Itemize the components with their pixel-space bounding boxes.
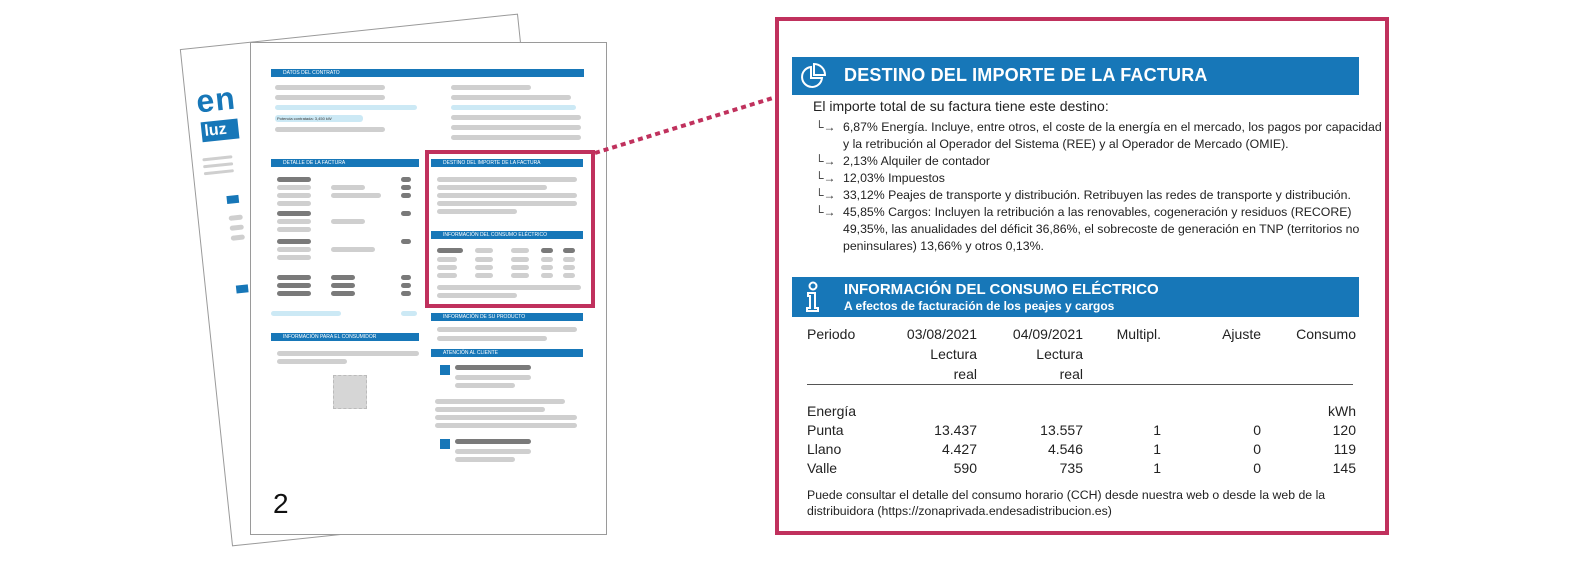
placeholder-line — [271, 311, 341, 316]
placeholder-line — [401, 275, 411, 280]
placeholder-line — [231, 234, 245, 240]
table-header-row — [807, 344, 1357, 363]
table-divider — [807, 384, 1353, 385]
placeholder-line — [451, 85, 531, 90]
table-header-row — [807, 364, 1357, 383]
placeholder-line — [277, 275, 311, 280]
placeholder-line — [230, 224, 244, 230]
placeholder-line — [277, 351, 419, 356]
cell-multipl: 1 — [1153, 441, 1161, 457]
placeholder-line — [277, 283, 311, 288]
unit-label: kWh — [1328, 403, 1356, 419]
cell-ajuste: 0 — [1253, 441, 1261, 457]
destino-header — [792, 57, 1359, 95]
table-row — [807, 441, 1357, 460]
col-date1-sub: real — [953, 366, 977, 382]
destino-title: DESTINO DEL IMPORTE DE LA FACTURA — [844, 65, 1208, 85]
cell-ajuste: 0 — [1253, 460, 1261, 476]
placeholder-line — [275, 85, 385, 90]
destino-header-thumb: DESTINO DEL IMPORTE DE LA FACTURA — [431, 159, 583, 167]
placeholder-line — [401, 193, 411, 198]
consumo-footnote: Puede consultar el detalle del consumo horario (CCH) desde nuestra web o desde la web de la distribuidora (https://zonaprivada.endesadistribucion.es) — [807, 488, 1326, 518]
consumo-subtitle: A efectos de facturación de los peajes y cargos — [844, 299, 1115, 313]
consumo-header — [792, 277, 1359, 317]
cell-multipl: 1 — [1153, 422, 1161, 438]
col-date1: 03/08/2021 — [906, 326, 977, 342]
placeholder-line — [455, 375, 531, 380]
placeholder-line — [455, 439, 531, 444]
col-periodo: Periodo — [807, 326, 856, 342]
placeholder-line — [435, 407, 545, 412]
page-number: 2 — [273, 488, 289, 519]
placeholder-line — [435, 415, 577, 420]
cell-lectura2: 4.546 — [1047, 441, 1083, 457]
placeholder-line — [331, 219, 365, 224]
placeholder-line — [451, 135, 581, 140]
placeholder-line — [277, 239, 311, 244]
cell-consumo: 145 — [1332, 460, 1356, 476]
list-item: └→ 2,13% Alquiler de contador — [815, 154, 990, 168]
placeholder-line — [277, 193, 311, 198]
placeholder-line — [331, 193, 381, 198]
list-item: └→ 45,85% Cargos: Incluyen la retribución a las renovables, cogeneración y residuos (RECORE) 49,35%, las anualidades del déficit 36,86%, el sobrecoste de generación en TNP (territorios no peninsulares) 13,66% y otros 0,13%. — [815, 205, 1360, 253]
group-label: Energía — [807, 403, 857, 419]
placeholder-line — [401, 185, 411, 190]
placeholder-line — [401, 291, 411, 296]
placeholder-line — [451, 115, 581, 120]
placeholder-line — [451, 95, 571, 100]
info-icon — [792, 277, 834, 317]
placeholder-line — [455, 457, 515, 462]
atencion-header: ATENCIÓN AL CLIENTE — [431, 349, 583, 357]
destino-list — [815, 119, 1390, 255]
zoom-panel — [775, 17, 1389, 535]
placeholder-line — [277, 201, 311, 206]
col-date2-sub: Lectura — [1036, 346, 1083, 362]
brand-logo-fragment: luz — [201, 119, 240, 143]
list-item: └→ 33,12% Peajes de transporte y distribución. Retribuyen las redes de transporte y distribución. — [815, 188, 1351, 202]
section-header-fragment — [226, 195, 239, 204]
placeholder-line — [203, 162, 233, 168]
cell-multipl: 1 — [1153, 460, 1161, 476]
placeholder-line — [331, 185, 365, 190]
cell-lectura2: 13.557 — [1040, 422, 1083, 438]
placeholder-line — [277, 219, 311, 224]
placeholder-line — [401, 283, 411, 288]
consumo-header-thumb: INFORMACIÓN DEL CONSUMO ELÉCTRICO — [431, 231, 583, 239]
placeholder-line — [401, 177, 411, 182]
cell-lectura1: 590 — [953, 460, 977, 476]
cell-consumo: 119 — [1333, 441, 1356, 457]
arrow-icon: └→ — [815, 171, 836, 185]
table-group-row — [807, 403, 1357, 422]
arrow-icon: └→ — [815, 120, 836, 134]
detalle-header: DETALLE DE LA FACTURA — [271, 159, 419, 167]
placeholder-line — [277, 227, 311, 232]
placeholder-line — [401, 311, 417, 316]
cell-lectura2: 735 — [1059, 460, 1083, 476]
contact-icon — [440, 439, 450, 449]
col-ajuste: Ajuste — [1222, 326, 1261, 342]
contact-icon — [440, 365, 450, 375]
connector-dotted-line — [593, 95, 778, 155]
placeholder-line — [455, 365, 531, 370]
consumidor-header: INFORMACIÓN PARA EL CONSUMIDOR — [271, 333, 419, 341]
placeholder-line — [277, 211, 311, 216]
qr-code-icon — [333, 375, 367, 409]
cell-periodo: Llano — [807, 441, 842, 457]
consumo-title: INFORMACIÓN DEL CONSUMO ELÉCTRICO — [844, 281, 1159, 298]
arrow-icon: └→ — [815, 154, 836, 168]
placeholder-line — [277, 359, 347, 364]
list-item: └→ 12,03% Impuestos — [815, 171, 945, 185]
placeholder-line — [331, 247, 375, 252]
pie-chart-icon — [792, 57, 834, 95]
list-item: └→ 6,87% Energía. Incluye, entre otros, el coste de la energía en el mercado, los pagos por capacidad y la retribución al Operador del Sistema (REE) y al Operador de Mercado (OMIE). — [815, 120, 1382, 151]
section-header-fragment — [236, 284, 249, 293]
placeholder-line — [277, 291, 311, 296]
placeholder-line — [437, 327, 577, 332]
placeholder-line — [401, 211, 411, 216]
placeholder-line — [451, 105, 576, 110]
placeholder-line — [435, 423, 577, 428]
contrato-header: DATOS DEL CONTRATO — [271, 69, 584, 77]
destino-intro: El importe total de su factura tiene este destino: — [813, 98, 1109, 114]
placeholder-line — [277, 255, 311, 260]
placeholder-line — [455, 449, 531, 454]
cell-lectura1: 4.427 — [941, 441, 977, 457]
arrow-icon: └→ — [815, 205, 836, 219]
placeholder-line — [331, 291, 355, 296]
placeholder-line — [451, 125, 581, 130]
arrow-icon: └→ — [815, 188, 836, 202]
placeholder-line — [275, 127, 385, 132]
highlight-frame — [425, 150, 595, 308]
placeholder-line — [229, 214, 243, 220]
cell-ajuste: 0 — [1253, 422, 1261, 438]
col-date2-sub: real — [1059, 366, 1083, 382]
col-multipl: Multipl. — [1116, 326, 1161, 342]
table-row — [807, 460, 1357, 479]
placeholder-line — [435, 399, 565, 404]
placeholder-line — [275, 105, 417, 110]
placeholder-line — [401, 239, 411, 244]
table-header-row — [807, 324, 1357, 343]
col-date1-sub: Lectura — [930, 346, 977, 362]
logo-fragment: en — [194, 79, 238, 120]
placeholder-line — [437, 336, 547, 341]
placeholder-line — [277, 247, 311, 252]
cell-periodo: Punta — [807, 422, 844, 438]
potencia-label: Potencia contratada: 3,450 kW — [277, 116, 332, 121]
col-consumo: Consumo — [1296, 326, 1356, 342]
cell-consumo: 120 — [1332, 422, 1356, 438]
placeholder-line — [455, 383, 515, 388]
placeholder-line — [275, 95, 385, 100]
producto-header: INFORMACIÓN DE SU PRODUCTO — [431, 313, 583, 321]
cell-lectura1: 13.437 — [934, 422, 977, 438]
placeholder-line — [331, 283, 355, 288]
col-date2: 04/09/2021 — [1012, 326, 1083, 342]
placeholder-line — [277, 177, 311, 182]
placeholder-line — [204, 169, 234, 175]
table-row — [807, 422, 1357, 441]
placeholder-line — [331, 275, 355, 280]
cell-periodo: Valle — [807, 460, 838, 476]
placeholder-line — [202, 155, 232, 161]
placeholder-line — [277, 185, 311, 190]
